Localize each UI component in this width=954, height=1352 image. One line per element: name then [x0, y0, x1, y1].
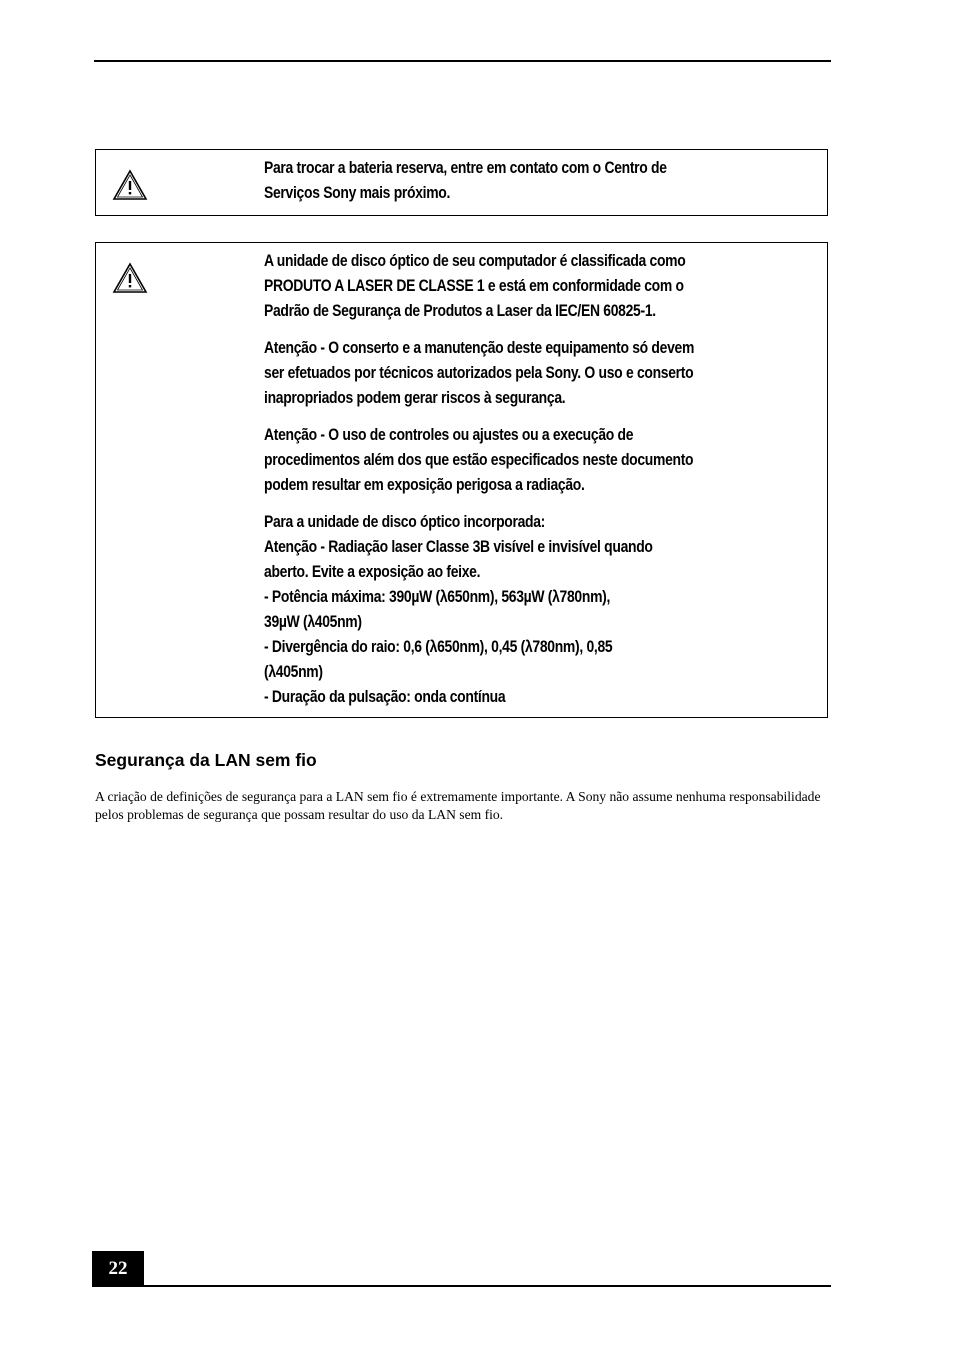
header-rule	[94, 60, 831, 62]
warning-line: (λ405nm)	[264, 663, 323, 681]
warning-line: Serviços Sony mais próximo.	[264, 184, 451, 202]
warning-line: podem resultar em exposição perigosa a radiação.	[264, 476, 585, 494]
warning-triangle-icon	[112, 169, 148, 201]
laser-paragraph-3	[264, 423, 814, 498]
warning-box-laser	[95, 242, 828, 718]
warning-text-battery	[264, 156, 814, 206]
laser-paragraph-2	[264, 336, 814, 411]
warning-line: aberto. Evite a exposição ao feixe.	[264, 563, 481, 581]
warning-line: Padrão de Segurança de Produtos a Laser da IEC/EN 60825-1.	[264, 302, 656, 320]
warning-line: 39µW (λ405nm)	[264, 613, 362, 631]
warning-text-laser	[264, 249, 814, 710]
laser-paragraph-1	[264, 249, 814, 324]
warning-line: procedimentos além dos que estão especificados neste documento	[264, 451, 694, 469]
warning-line: A unidade de disco óptico de seu computador é classificada como	[264, 252, 686, 270]
warning-line: ser efetuados por técnicos autorizados pela Sony. O uso e conserto	[264, 364, 694, 382]
warning-line: inapropriados podem gerar riscos à segurança.	[264, 389, 566, 407]
page-number: 22	[92, 1251, 144, 1287]
warning-line: Para trocar a bateria reserva, entre em contato com o Centro de	[264, 159, 667, 177]
warning-line: Atenção - O uso de controles ou ajustes ou a execução de	[264, 426, 634, 444]
warning-line: Atenção - Radiação laser Classe 3B visível e invisível quando	[264, 538, 653, 556]
warning-line: Atenção - O conserto e a manutenção deste equipamento só devem	[264, 339, 695, 357]
warning-line: - Potência máxima: 390µW (λ650nm), 563µW (λ780nm),	[264, 588, 611, 606]
section-paragraph: A criação de definições de segurança para a LAN sem fio é extremamente importante. A Sony não assume nenhuma responsabilidade pelos problemas de segurança que possam resultar do uso da LAN sem fio.	[95, 789, 821, 822]
warning-line: - Divergência do raio: 0,6 (λ650nm), 0,45 (λ780nm), 0,85	[264, 638, 613, 656]
laser-paragraph-4	[264, 510, 814, 710]
warning-triangle-icon	[112, 262, 148, 294]
section-heading: Segurança da LAN sem fio	[95, 750, 317, 770]
warning-line: Para a unidade de disco óptico incorporada:	[264, 513, 546, 531]
footer-rule	[92, 1285, 831, 1287]
warning-box-battery	[95, 149, 828, 216]
warning-line: PRODUTO A LASER DE CLASSE 1 e está em conformidade com o	[264, 277, 684, 295]
warning-line: - Duração da pulsação: onda contínua	[264, 688, 506, 706]
